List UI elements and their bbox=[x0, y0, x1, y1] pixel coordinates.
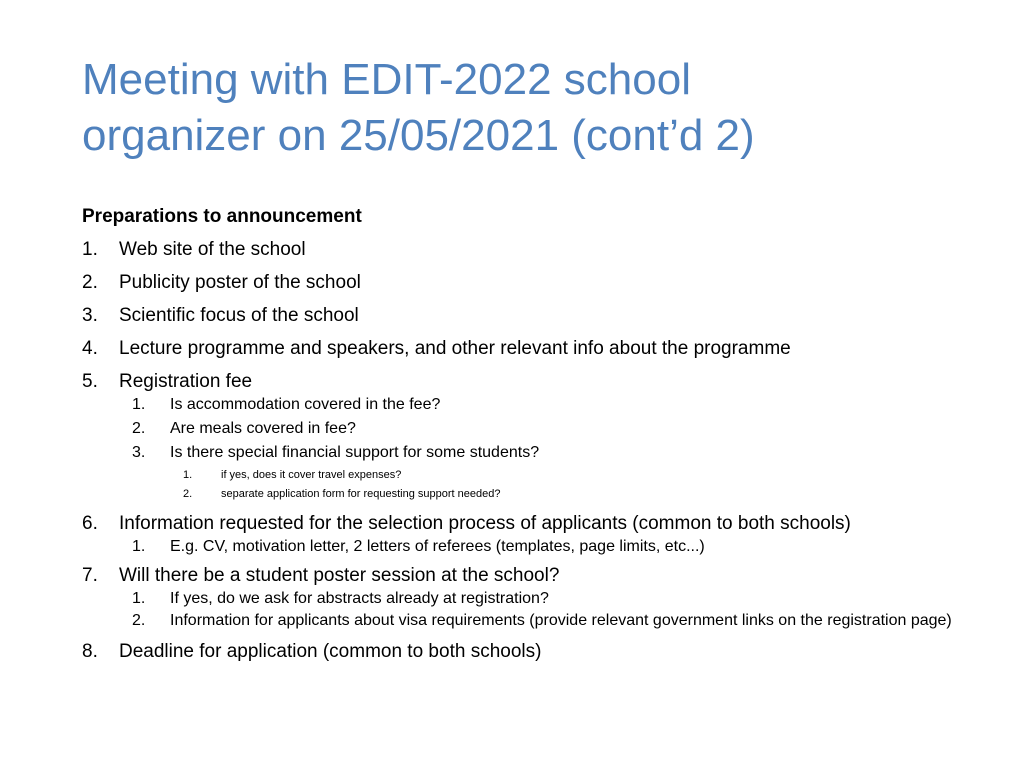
list-item-number: 1. bbox=[82, 239, 98, 260]
list-item-number: 2. bbox=[82, 272, 98, 293]
slide-title-line-2: organizer on 25/05/2021 (cont’d 2) bbox=[82, 111, 755, 160]
sub-sub-item-5-3-1 bbox=[82, 467, 982, 483]
sub-item-5-1 bbox=[82, 395, 982, 415]
list-item-text: Will there be a student poster session at the school? bbox=[119, 565, 560, 586]
section-heading: Preparations to announcement bbox=[82, 206, 362, 227]
sub-item-text: If yes, do we ask for abstracts already at registration? bbox=[170, 590, 549, 607]
list-item-8 bbox=[82, 639, 982, 665]
list-item-3 bbox=[82, 303, 982, 329]
list-item-number: 8. bbox=[82, 641, 98, 662]
sub-item-text: E.g. CV, motivation letter, 2 letters of referees (templates, page limits, etc...) bbox=[170, 538, 705, 555]
sub-item-text: Are meals covered in fee? bbox=[170, 420, 356, 437]
sub-item-5-3 bbox=[82, 443, 982, 463]
list-item-text: Information requested for the selection process of applicants (common to both schools) bbox=[119, 513, 851, 534]
sub-item-number: 3. bbox=[132, 444, 146, 461]
list-item-number: 6. bbox=[82, 513, 98, 534]
list-item-6 bbox=[82, 511, 982, 537]
sub-sub-item-text: separate application form for requesting support needed? bbox=[221, 488, 501, 500]
sub-sub-item-text: if yes, does it cover travel expenses? bbox=[221, 469, 402, 481]
sub-item-text: Is there special financial support for some students? bbox=[170, 444, 540, 461]
sub-item-number: 1. bbox=[132, 396, 146, 413]
list-item-number: 7. bbox=[82, 565, 98, 586]
sub-item-text: Information for applicants about visa requirements (provide relevant government links on the registration page) bbox=[170, 612, 952, 629]
sub-item-6-1 bbox=[82, 537, 982, 557]
list-item-4 bbox=[82, 336, 982, 362]
list-item-text: Lecture programme and speakers, and other relevant info about the programme bbox=[119, 338, 791, 359]
list-item-5 bbox=[82, 369, 982, 395]
list-item-number: 5. bbox=[82, 371, 98, 392]
sub-item-number: 1. bbox=[132, 590, 146, 607]
sub-item-number: 2. bbox=[132, 420, 146, 437]
slide-body bbox=[82, 204, 982, 672]
slide-title bbox=[82, 52, 982, 164]
list-item-number: 4. bbox=[82, 338, 98, 359]
sub-item-number: 1. bbox=[132, 538, 146, 555]
sub-item-7-1 bbox=[82, 589, 982, 609]
sub-sub-item-5-3-2 bbox=[82, 486, 982, 502]
list-item-text: Registration fee bbox=[119, 371, 253, 392]
sub-item-text: Is accommodation covered in the fee? bbox=[170, 396, 441, 413]
sub-item-7-2 bbox=[82, 613, 982, 629]
sub-item-number: 2. bbox=[132, 612, 146, 629]
sub-sub-item-number: 2. bbox=[183, 488, 193, 500]
sub-item-5-2 bbox=[82, 419, 982, 439]
slide-title-line-1: Meeting with EDIT-2022 school bbox=[82, 55, 691, 104]
list-item-text: Scientific focus of the school bbox=[119, 305, 359, 326]
list-item-7 bbox=[82, 563, 982, 589]
list-item-2 bbox=[82, 270, 982, 296]
list-item-text: Deadline for application (common to both schools) bbox=[119, 641, 542, 662]
list-item-text: Web site of the school bbox=[119, 239, 306, 260]
list-item-number: 3. bbox=[82, 305, 98, 326]
list-item-text: Publicity poster of the school bbox=[119, 272, 361, 293]
sub-sub-item-number: 1. bbox=[183, 469, 193, 481]
list-item-1 bbox=[82, 237, 982, 263]
